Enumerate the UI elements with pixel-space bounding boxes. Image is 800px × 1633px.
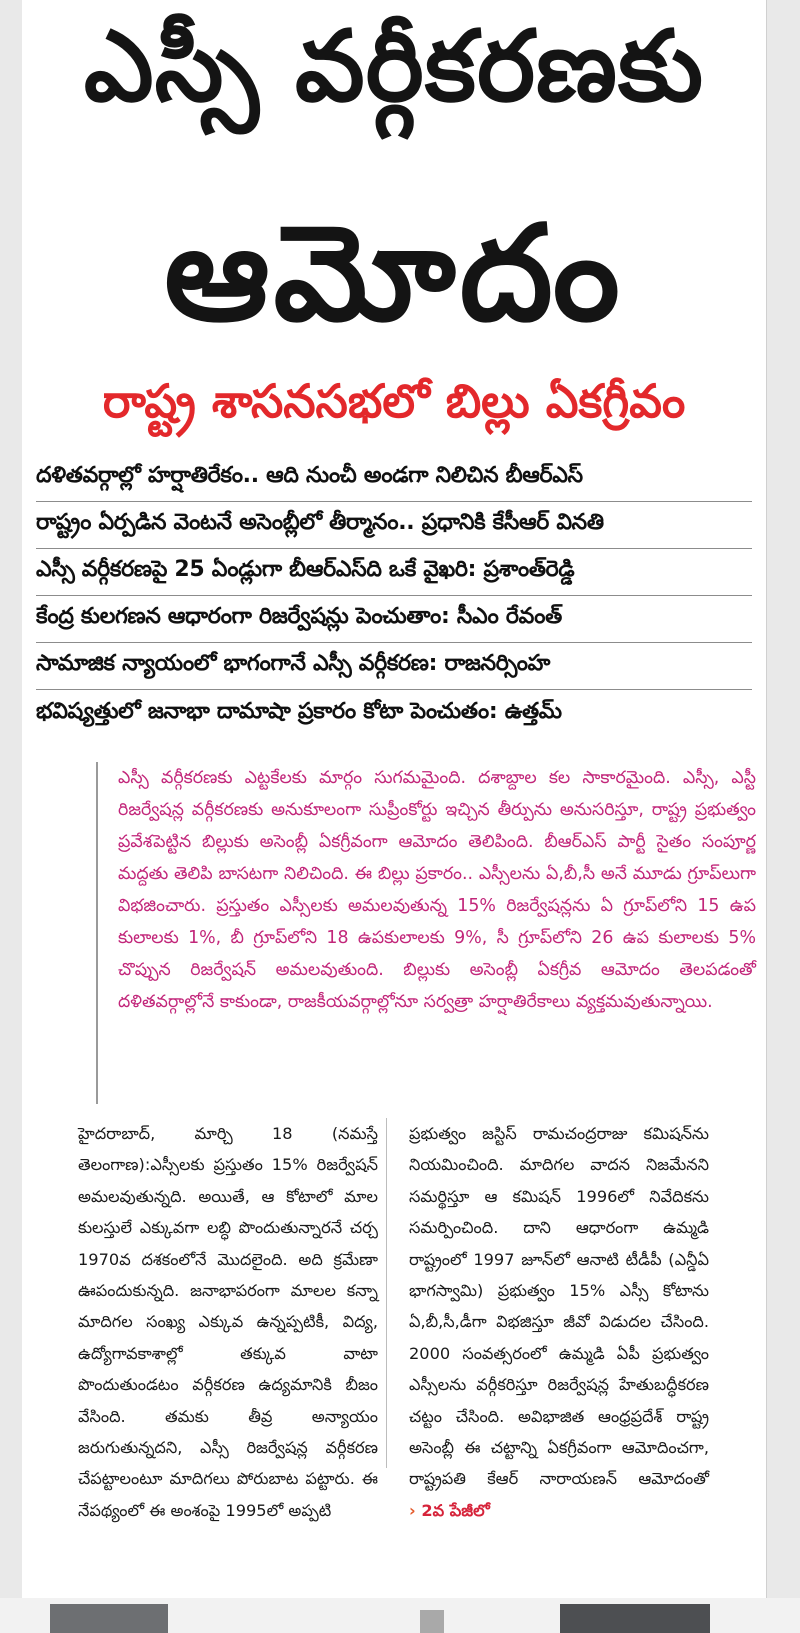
highlight-item: రాష్ట్రం ఏర్పడిన వెంటనే అసెంబ్లీలో తీర్మానం.. ప్రధానికి కేసీఆర్ వినతి — [36, 502, 752, 549]
headline-line-2: ఆమోదం — [164, 197, 624, 351]
photo-thumbnail — [50, 1604, 168, 1633]
subheadline: రాష్ట్ర శాసనసభలో బిల్లు ఏకగ్రీవం — [102, 374, 686, 428]
body-column-right — [409, 1118, 709, 1526]
summary-box — [96, 762, 756, 1104]
body-column-left — [78, 1118, 378, 1526]
body-text-right: ప్రభుత్వం జస్టిస్ రామచంద్రరాజు కమిషన్‌ను నియమించింది. మాదిగల వాదన నిజమేనని సమర్థిస్తూ ఆ కమిషన్ 1996లో నివేదికను సమర్పించింది. దాని ఆధారంగా ఉమ్మడి రాష్ట్రంలో 1997 జూన్‌లో ఆనాటి టీడీపీ (ఎన్డీఏ భాగస్వామి) ప్రభుత్వం 15% ఎస్సీ కోటాను ఏ,బీ,సీ,డీగా విభజిస్తూ జీవో విడుదల చేసింది. 2000 సంవత్సరంలో ఉమ్మడి ఏపీ ప్రభుత్వం ఎస్సీలను వర్గీకరిస్తూ రిజర్వేషన్ల హేతుబద్ధీకరణ చట్టం చేసింది. అవిభాజిత ఆంధ్రప్రదేశ్ రాష్ట్ర అసెంబ్లీ ఈ చట్టాన్ని ఏకగ్రీవంగా ఆమోదించగా, రాష్ట్రపతి కేఆర్ నారాయణన్ ఆమోదంతో — [409, 1124, 709, 1489]
highlight-item: కేంద్ర కులగణన ఆధారంగా రిజర్వేషన్లు పెంచుతాం: సీఎం రేవంత్ — [36, 596, 752, 643]
summary-text: ఎస్సీ వర్గీకరణకు ఎట్టకేలకు మార్గం సుగమమైంది. దశాబ్దాల కల సాకారమైంది. ఎస్సీ, ఎస్టీ రిజర్వేషన్ల వర్గీకరణకు అనుకూలంగా సుప్రీంకోర్టు ఇచ్చిన తీర్పును అనుసరిస్తూ, రాష్ట్ర ప్రభుత్వం ప్రవేశపెట్టిన బిల్లుకు అసెంబ్లీ ఏకగ్రీవంగా ఆమోదం తెలిపింది. బీఆర్ఎస్ పార్టీ సైతం సంపూర్ణ మద్దతు తెలిపి బాసటగా నిలిచింది. ఈ బిల్లు ప్రకారం.. ఎస్సీలను ఏ,బీ,సీ అనే మూడు గ్రూప్‌లుగా విభజించారు. ప్రస్తుతం ఎస్సీలకు అమలవుతున్న 15% రిజర్వేషన్లను ఏ గ్రూప్‌లోని 15 ఉప కులాలకు 1%, బీ గ్రూప్‌లోని 18 ఉపకులాలకు 9%, సీ గ్రూప్‌లోని 26 ఉప కులాలకు 5% చొప్పున రిజర్వేషన్ అమలవుతుంది. బిల్లుకు అసెంబ్లీ ఏకగ్రీవ ఆమోదం తెలపడంతో దళితవర్గాల్లోనే కాకుండా, రాజకీయవర్గాల్లోనూ సర్వత్రా హర్షాతిరేకాలు వ్యక్తమవుతున్నాయి. — [118, 768, 756, 1012]
photo-thumbnail — [560, 1604, 710, 1633]
highlights-list — [36, 455, 752, 737]
body-text-left: హైదరాబాద్, మార్చి 18 (నమస్తే తెలంగాణ):ఎస్సీలకు ప్రస్తుతం 15% రిజర్వేషన్ అమలవుతున్నది. అయితే, ఆ కోటాలో మాల కులస్తులే ఎక్కువగా లబ్ధి పొందుతున్నారనే చర్చ 1970వ దశకంలోనే మొదలైంది. అది క్రమేణా ఊపందుకున్నది. జనాభాపరంగా మాలల కన్నా మాదిగల సంఖ్య ఎక్కువ ఉన్నప్పటికీ, విద్య, ఉద్యోగావకాశాల్లో తక్కువ వాటా పొందుతుండటం వర్గీకరణ ఉద్యమానికి బీజం వేసింది. తమకు తీవ్ర అన్యాయం జరుగుతున్నదని, ఎస్సీ రిజర్వేషన్ల వర్గీకరణ చేపట్టాలంటూ మాదిగలు పోరుబాట పట్టారు. ఈ నేపథ్యంలో ఈ అంశంపై 1995లో అప్పటి — [78, 1124, 378, 1520]
chevron-right-icon: › — [409, 1500, 416, 1520]
continued-label: 2వ పేజీలో — [421, 1500, 490, 1520]
newspaper-clipping — [22, 0, 767, 1607]
highlight-item: ఎస్సీ వర్గీకరణపై 25 ఏండ్లుగా బీఆర్ఎస్‌ది ఒకే వైఖరి: ప్రశాంత్‌రెడ్డి — [36, 549, 752, 596]
highlight-item: భవిష్యత్తులో జనాభా దామాషా ప్రకారం కోటా పెంచుతం: ఉత్తమ్ — [36, 698, 562, 724]
highlight-item: సామాజిక న్యాయంలో భాగంగానే ఎస్సీ వర్గీకరణ: రాజనర్సింహ — [36, 643, 752, 690]
headline-line-1: ఎస్సీ వర్గీకరణకు — [83, 10, 705, 124]
column-divider — [386, 1118, 387, 1468]
highlight-item: దళితవర్గాల్లో హర్షాతిరేకం.. ఆది నుంచీ అండగా నిలిచిన బీఆర్ఎస్ — [36, 455, 752, 502]
continued-link[interactable] — [409, 1501, 490, 1520]
photo-thumbnail — [420, 1610, 444, 1633]
